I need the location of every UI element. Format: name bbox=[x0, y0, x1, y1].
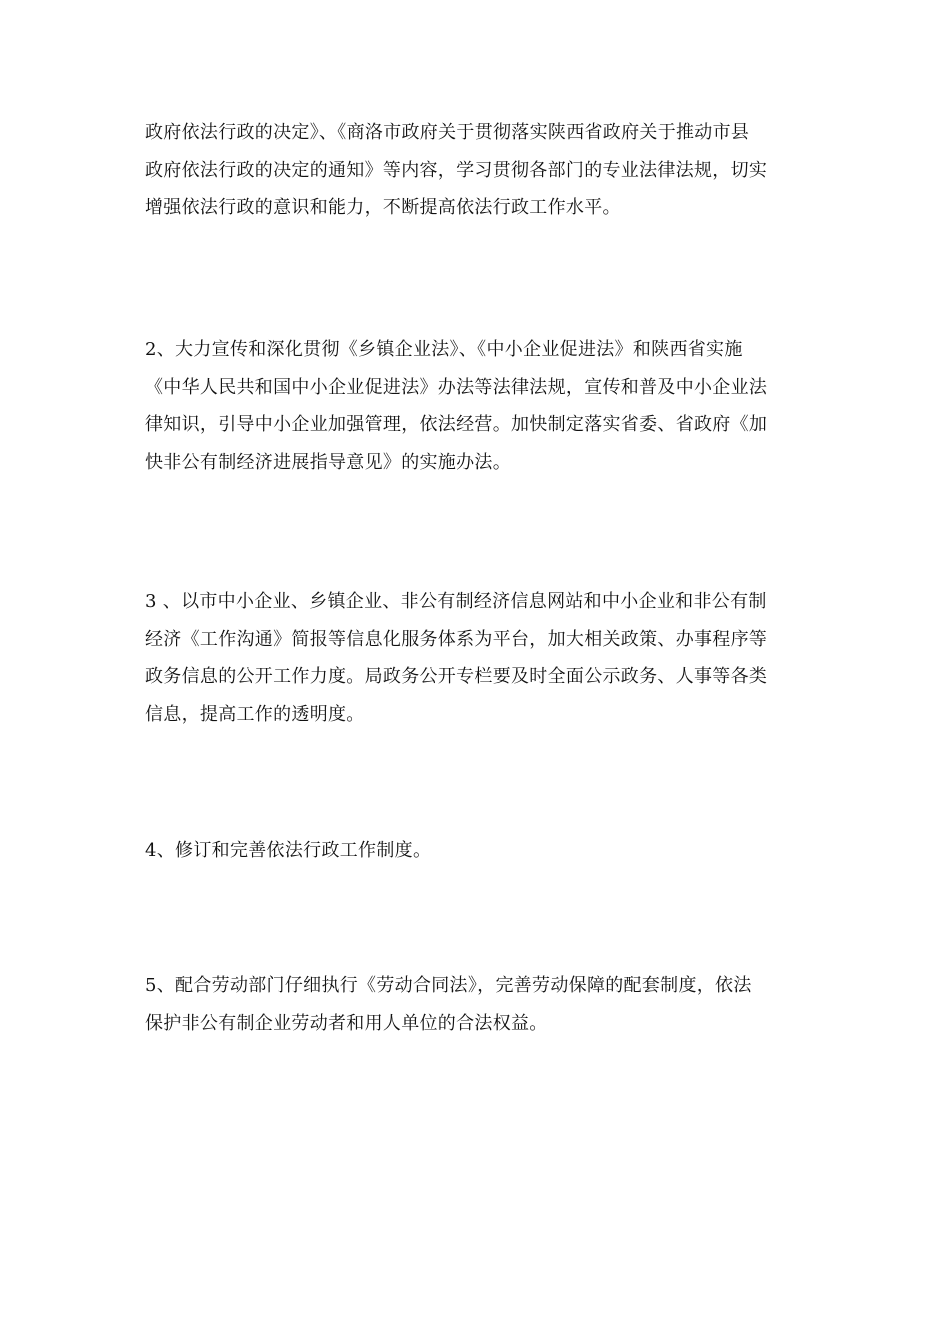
paragraph-item-3 bbox=[145, 583, 810, 733]
paragraph-line: 保护非公有制企业劳动者和用人单位的合法权益。 bbox=[145, 1012, 548, 1034]
paragraph-line: 增强依法行政的意识和能力，不断提高依法行政工作水平。 bbox=[145, 197, 621, 218]
paragraph-line: 经济《工作沟通》简报等信息化服务体系为平台，加大相关政策、办事程序等 bbox=[145, 628, 768, 650]
paragraph-line: 4、修订和完善依法行政工作制度。 bbox=[145, 840, 432, 861]
paragraph-line: 政府依法行政的决定的通知》等内容，学习贯彻各部门的专业法律法规，切实 bbox=[145, 159, 768, 181]
paragraph-item-5 bbox=[145, 967, 810, 1042]
paragraph-line: 2、大力宣传和深化贯彻《乡镇企业法》、《中小企业促进法》和陕西省实施 bbox=[145, 339, 743, 360]
paragraph-intro-continuation bbox=[145, 114, 810, 227]
paragraph-line: 信息，提高工作的透明度。 bbox=[145, 703, 365, 725]
paragraph-item-2 bbox=[145, 331, 810, 481]
paragraph-line: 政府依法行政的决定》、《商洛市政府关于贯彻落实陕西省政府关于推动市县 bbox=[145, 122, 750, 143]
paragraph-line: 3 、以市中小企业、乡镇企业、非公有制经济信息网站和中小企业和非公有制 bbox=[145, 591, 767, 612]
paragraph-line: 5、配合劳动部门仔细执行《劳动合同法》，完善劳动保障的配套制度，依法 bbox=[145, 975, 752, 996]
paragraph-line: 政务信息的公开工作力度。局政务公开专栏要及时全面公示政务、人事等各类 bbox=[145, 666, 768, 687]
paragraph-item-4 bbox=[145, 832, 810, 870]
paragraph-line: 快非公有制经济进展指导意见》的实施办法。 bbox=[145, 451, 511, 473]
paragraph-line: 律知识，引导中小企业加强管理，依法经营。加快制定落实省委、省政府《加 bbox=[145, 414, 768, 435]
paragraph-line: 《中华人民共和国中小企业促进法》办法等法律法规，宣传和普及中小企业法 bbox=[145, 376, 768, 398]
